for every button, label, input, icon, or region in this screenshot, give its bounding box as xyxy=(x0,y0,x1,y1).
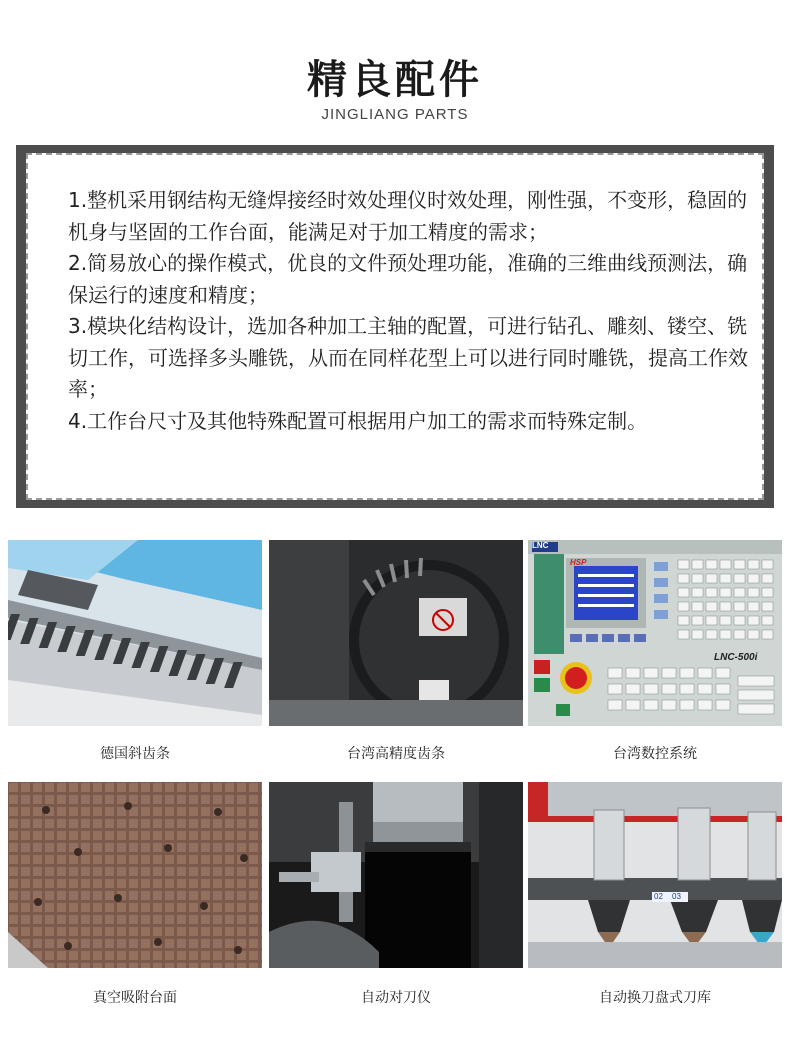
page-subtitle: JINGLIANG PARTS xyxy=(321,106,469,123)
description-item-1: 1.整机采用钢结构无缝焊接经时效处理仪时效处理，刚性强，不变形，稳固的机身与坚固的工作台面，能满足对于加工精度的需求； xyxy=(68,188,748,244)
description-panel xyxy=(26,153,764,500)
controller-model-label: LNC-500i xyxy=(714,652,758,663)
tool-magazine-photo xyxy=(528,782,782,968)
tool-setter-photo xyxy=(269,782,523,968)
part-caption-3: 台湾数控系统 xyxy=(613,746,697,762)
controller-brand-label: HSP xyxy=(570,558,587,567)
description-frame xyxy=(16,145,774,508)
tool-label-02: 02 xyxy=(654,892,663,901)
helical-rack-photo xyxy=(8,540,262,726)
description-item-3: 3.模块化结构设计，选加各种加工主轴的配置，可进行钻孔、雕刻、镂空、铣切工作，可选择多头雕铣，从而在同样花型上可以进行同时雕铣，提高工作效率； xyxy=(68,314,748,401)
part-caption-1: 德国斜齿条 xyxy=(100,746,170,762)
description-item-2: 2.简易放心的操作模式，优良的文件预处理功能，准确的三维曲线预测法，确保运行的速度和精度； xyxy=(68,251,748,307)
part-caption-4: 真空吸附台面 xyxy=(93,990,177,1006)
description-item-4: 4.工作台尺寸及其他特殊配置可根据用户加工的需求而特殊定制。 xyxy=(68,408,648,433)
vacuum-table-photo xyxy=(8,782,262,968)
part-caption-2: 台湾高精度齿条 xyxy=(347,746,445,762)
controller-maker-label: LNC xyxy=(532,541,549,550)
part-caption-6: 自动换刀盘式刀库 xyxy=(599,990,711,1006)
page-title: 精良配件 xyxy=(307,57,483,103)
tool-label-03: 03 xyxy=(672,892,681,901)
cnc-controller-photo xyxy=(528,540,782,726)
servo-motor-photo xyxy=(269,540,523,726)
part-caption-5: 自动对刀仪 xyxy=(361,990,431,1006)
description-text xyxy=(68,185,748,437)
